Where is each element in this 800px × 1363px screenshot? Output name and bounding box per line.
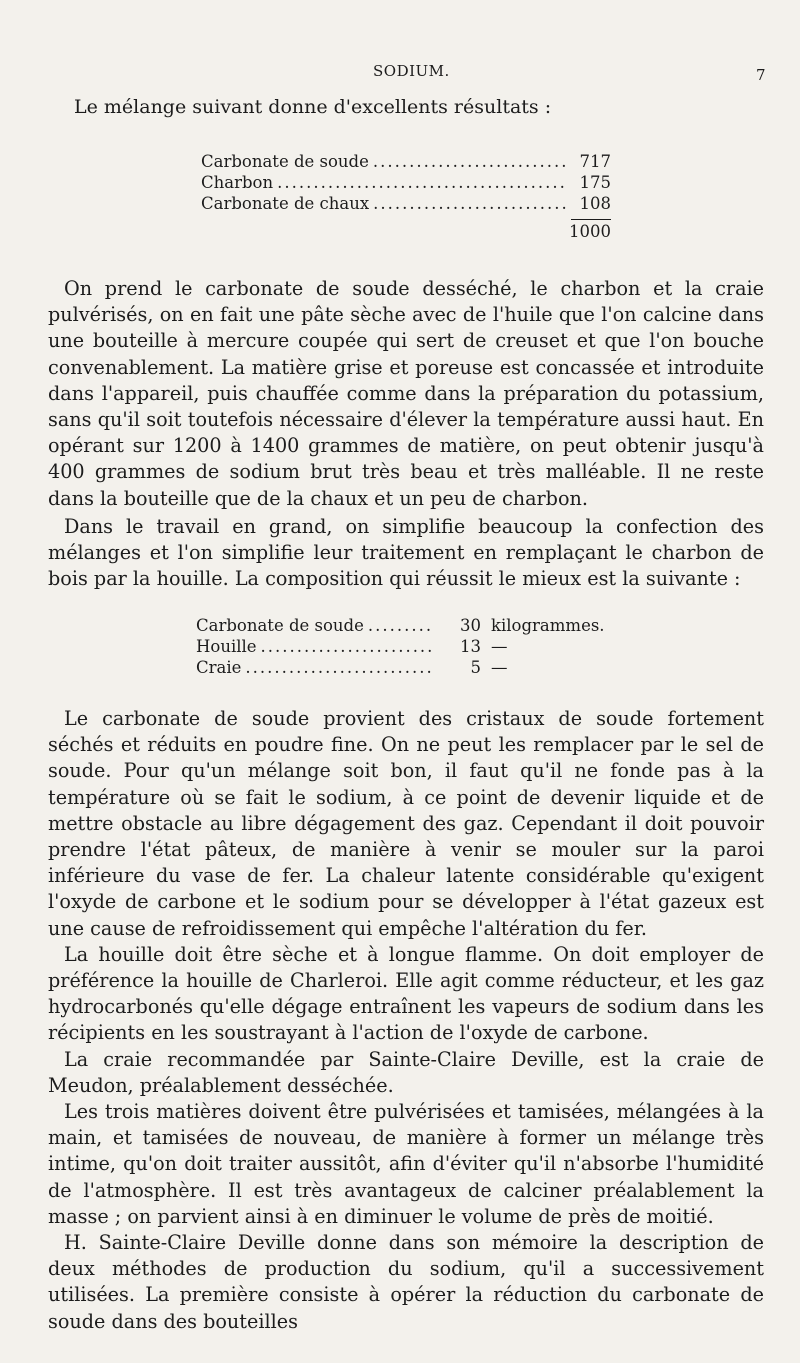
recipe-table-1	[201, 152, 611, 244]
leader-dots	[373, 152, 567, 171]
recipe-row	[201, 152, 611, 173]
paragraph: Dans le travail en grand, on simplifie beaucoup la confection des mélanges et l'on simplifie leur traitement en remplaçant le charbon de bois par la houille. La composition qui réussit le mieux est la suivante :	[48, 514, 764, 591]
ingredient-unit: —	[491, 637, 508, 656]
ingredient-qty: 13	[460, 637, 481, 656]
running-head: SODIUM.	[373, 62, 450, 80]
leader-dots	[368, 616, 432, 635]
ingredient-unit: kilogrammes.	[491, 616, 605, 635]
leader-dots	[261, 637, 432, 656]
intro-line: Le mélange suivant donne d'excellents résultats :	[74, 96, 552, 118]
recipe-total: 1000	[569, 222, 611, 241]
recipe-row	[196, 616, 616, 637]
ingredient-name: Carbonate de soude	[196, 616, 364, 635]
paragraph: Le carbonate de soude provient des cristaux de soude fortement séchés et réduits en poudre fine. On ne peut les remplacer par le sel de soude. Pour qu'un mélange soit bon, il faut qu'il ne fonde pas à la température où se fait le sodium, à ce point de devenir liquide et de mettre obstacle au libre dégagement des gaz. Cependant il doit pouvoir prendre l'état pâteux, de manière à venir se mouler sur la paroi inférieure du vase de fer. La chaleur latente considérable qu'exigent l'oxyde de carbone et le sodium pour se développer à l'état gazeux est une cause de refroidissement qui empêche l'altération du fer.	[48, 707, 764, 940]
ingredient-unit: —	[491, 658, 508, 677]
ingredient-qty: 30	[460, 616, 481, 635]
ingredient-qty: 175	[579, 173, 611, 192]
ingredient-name: Craie	[196, 658, 242, 677]
text-block-1	[48, 276, 764, 592]
ingredient-name: Carbonate de soude	[201, 152, 369, 171]
paragraph: La houille doit être sèche et à longue flamme. On doit employer de préférence la houille de Charleroi. Elle agit comme réducteur, et les gaz hydrocarbonés qu'elle dégage entraînent les vapeurs de sodium dans les récipients en les soustrayant à l'action de l'oxyde de carbone.	[48, 942, 764, 1045]
ingredient-qty: 108	[579, 194, 611, 213]
page-number: 7	[756, 66, 766, 84]
recipe-row	[196, 637, 616, 658]
ingredient-name: Houille	[196, 637, 257, 656]
leader-dots	[277, 173, 567, 192]
paragraph: On prend le carbonate de soude desséché, le charbon et la craie pulvérisés, on en fait une pâte sèche avec de l'huile que l'on calcine dans une bouteille à mercure coupée qui sert de creuset et que l'on bouche convenablement. La matière grise et poreuse est concassée et introduite dans l'appareil, puis chauffée comme dans la préparation du potassium, sans qu'il soit toutefois nécessaire d'élever la température aussi haut. En opérant sur 1200 à 1400 grammes de matière, on peut obtenir jusqu'à 400 grammes de sodium brut très beau et très malléable. Il ne reste dans la bouteille que de la chaux et un peu de charbon.	[48, 277, 764, 510]
recipe-table-2	[196, 616, 616, 679]
ingredient-name: Carbonate de chaux	[201, 194, 370, 213]
ingredient-qty: 717	[579, 152, 611, 171]
recipe-row	[201, 173, 611, 194]
paragraph: Les trois matières doivent être pulvérisées et tamisées, mélangées à la main, et tamisées de nouveau, de manière à former un mélange très intime, qu'on doit traiter aussitôt, afin d'éviter qu'il n'absorbe l'humidité de l'atmosphère. Il est très avantageux de calciner préalablement la masse ; on parvient ainsi à en diminuer le volume de près de moitié.	[48, 1100, 764, 1228]
leader-dots	[373, 194, 567, 213]
paragraph: La craie recommandée par Sainte-Claire Deville, est la craie de Meudon, préalablement desséchée.	[48, 1047, 764, 1097]
paragraph: H. Sainte-Claire Deville donne dans son mémoire la description de deux méthodes de production du sodium, qu'il a successivement utilisées. La première consiste à opérer la réduction du carbonate de soude dans des bouteilles	[48, 1231, 764, 1333]
ingredient-qty: 5	[470, 658, 481, 677]
recipe-row	[196, 658, 616, 679]
leader-dots	[245, 658, 432, 677]
page-header	[0, 62, 800, 86]
recipe-row	[201, 194, 611, 215]
ingredient-name: Charbon	[201, 173, 274, 192]
text-block-2	[48, 706, 764, 1335]
